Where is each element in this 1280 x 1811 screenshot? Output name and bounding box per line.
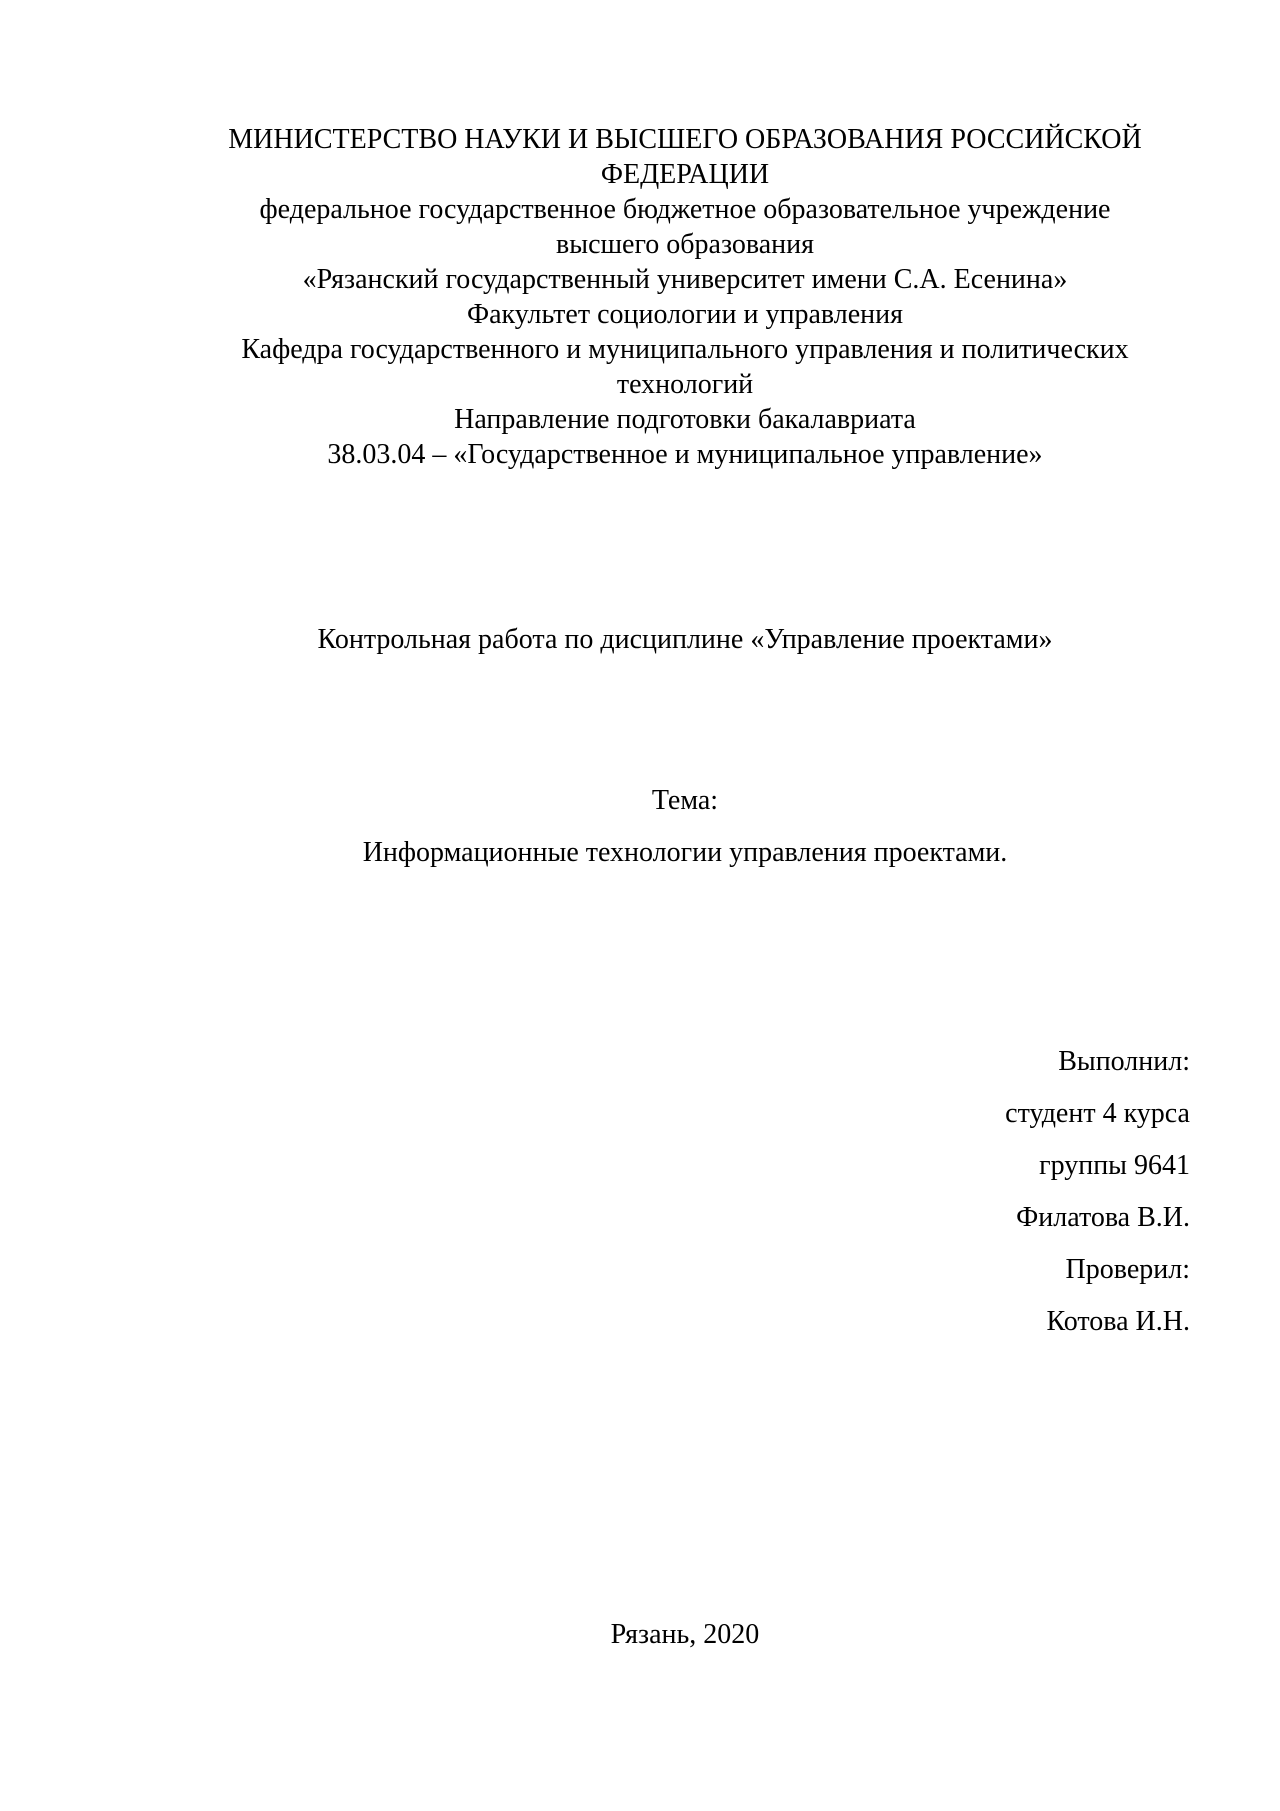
institution-type-line-2: высшего образования xyxy=(556,229,814,260)
student-group: группы 9641 xyxy=(1039,1150,1190,1181)
topic-label: Тема: xyxy=(651,785,719,816)
institution-type-line-1: федеральное государственное бюджетное образовательное учреждение xyxy=(259,194,1111,225)
faculty-name: Факультет социологии и управления xyxy=(466,299,904,330)
performed-label: Выполнил: xyxy=(1058,1046,1190,1077)
university-name: «Рязанский государственный университет имени С.А. Есенина» xyxy=(302,264,1068,295)
program-label: Направление подготовки бакалавриата xyxy=(454,404,916,435)
student-course: студент 4 курса xyxy=(1005,1098,1190,1129)
department-line-2: технологий xyxy=(616,369,754,400)
signature-block xyxy=(700,1044,1190,1356)
ministry-line-1: МИНИСТЕРСТВО НАУКИ И ВЫСШЕГО ОБРАЗОВАНИЯ РОССИЙСКОЙ xyxy=(228,124,1142,155)
checker-name: Котова И.Н. xyxy=(1046,1306,1190,1337)
topic-text: Информационные технологии управления проектами. xyxy=(362,837,1008,868)
ministry-line-2: ФЕДЕРАЦИИ xyxy=(600,159,770,190)
department-line-1: Кафедра государственного и муниципального управления и политических xyxy=(241,334,1129,365)
program-code: 38.03.04 – «Государственное и муниципальное управление» xyxy=(327,439,1043,470)
city-year: Рязань, 2020 xyxy=(610,1619,760,1650)
work-title: Контрольная работа по дисциплине «Управление проектами» xyxy=(317,624,1053,655)
student-name: Филатова В.И. xyxy=(1016,1202,1190,1233)
institution-header xyxy=(185,122,1185,472)
checked-label: Проверил: xyxy=(1065,1254,1190,1285)
